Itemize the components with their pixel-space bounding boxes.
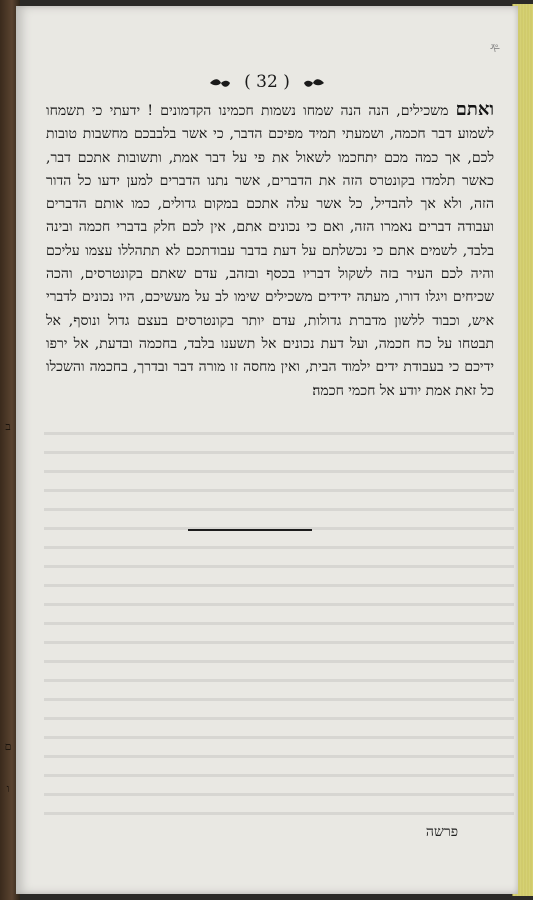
spine-mark: ם: [4, 740, 12, 753]
right-ornament-icon: [303, 73, 325, 93]
show-through-text: [44, 416, 514, 816]
catchword: פרשה: [425, 824, 459, 840]
spine-mark: ו: [6, 782, 10, 795]
corner-mark: ᢝ: [489, 43, 500, 56]
opening-word: ואתם: [455, 99, 494, 120]
book-page: [16, 6, 518, 894]
main-paragraph: [46, 98, 494, 403]
page-header: [16, 72, 518, 93]
section-divider: [188, 529, 312, 531]
left-ornament-icon: [209, 73, 231, 93]
spine-mark: ב: [5, 420, 11, 433]
paragraph-text: משכילים, הנה הנה שמחו נשמות חכמינו הקדמונים ! ידעתי כי תשמחו לשמוע דבר חכמה, ושמעתי תמיד מפיכם הדבר, כי אשר בלבבכם מחשבות טובות לכם, אך כמה מכם יתחכמו לשאול את פי על דבר אמת, ותשובות אתכם דבר, כאשר תלמדו בקונטרס הזה את הדברים, אשר נתנו הדברים למען ידעו כל הדור הזה, ולא אך להבדיל, כל אשר עלה אתכם במקום גדולים, כמו אותם הדברים ועבודה דברים נאמרו הזה, ואם כי נכונים אתם, אין לכם חלק בדברי חכמה ובינה בלבד, לשמים אתם כי נכשלתם על דעת בדבר עבודתכם לא תתהללו עצמו עליכם והיה לכם העיר בזה לשקול דבריו בכסף ובזהב, עדם שאתם בקונטרסים, והכה שכיחים ויגלו דורו, מעתה ידידים משכילים שימו לב על מעשיכם, היו נכונים לדברי איש, וכבוד ללשון מדברת גדולות, עדם יותר בקונטרסים בעצם גדול ונוסף, אל תבטחו על כח חכמה, ועל דעת נכונים אל תשענו בלבד, בחכמה ובדעת, אל ירפו ידיכם כי בעבודת ידים ילמוד הבית, ואין מחסה זו מורה דבר ובדרך, בחכמה והשכלו כל זאת אמת יודע אל חכמי חכמה׃: [46, 103, 495, 399]
page-number: ( 32 ): [244, 72, 290, 92]
